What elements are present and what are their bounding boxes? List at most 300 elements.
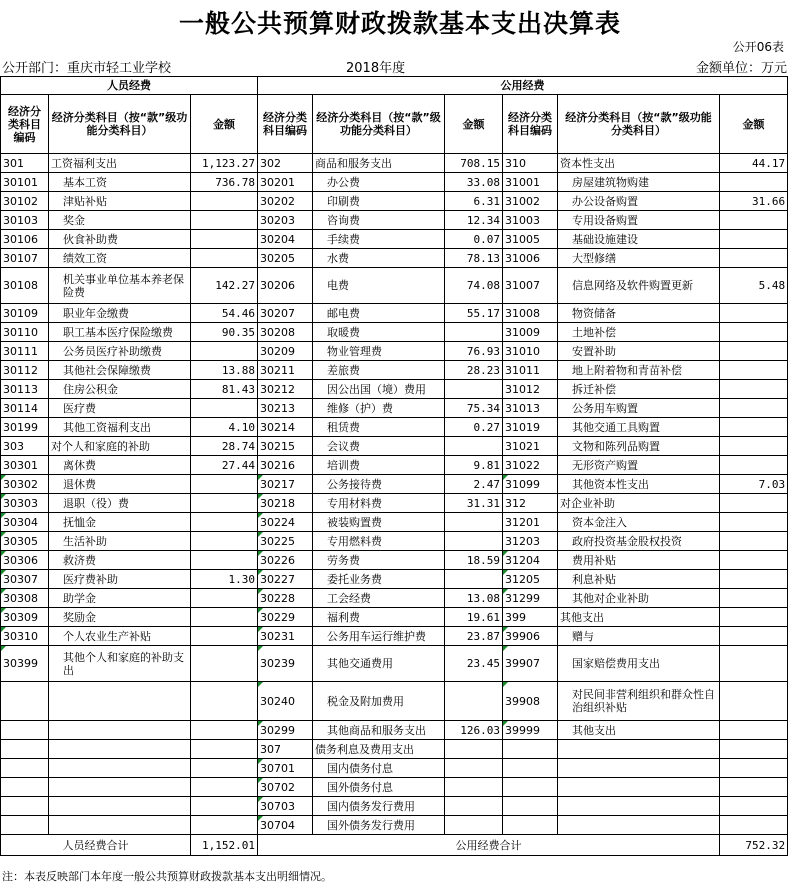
amount-cell: 31.31 [445, 494, 503, 513]
table-row [1, 778, 788, 797]
name-cell: 会议费 [313, 437, 445, 456]
header-name-2: 经济分类科目（按“款”级功能分类科目） [313, 95, 445, 154]
amount-cell [720, 173, 788, 192]
amount-cell [720, 627, 788, 646]
name-cell: 工资福利支出 [49, 154, 191, 173]
header-name-3: 经济分类科目（按“款”级功能分类科目） [558, 95, 720, 154]
table-row [1, 494, 788, 513]
code-cell: 30305 [1, 532, 49, 551]
amount-cell: 13.88 [191, 361, 258, 380]
amount-cell: 31.66 [720, 192, 788, 211]
amount-cell [191, 342, 258, 361]
name-cell: 其他商品和服务支出 [313, 721, 445, 740]
name-cell: 水费 [313, 249, 445, 268]
code-cell: 30310 [1, 627, 49, 646]
table-row [1, 721, 788, 740]
name-cell [49, 740, 191, 759]
amount-cell [720, 608, 788, 627]
code-cell: 312 [503, 494, 558, 513]
amount-cell [720, 399, 788, 418]
code-cell [1, 759, 49, 778]
table-row [1, 682, 788, 721]
name-cell: 公务用车运行维护费 [313, 627, 445, 646]
name-cell: 奖励金 [49, 608, 191, 627]
code-cell: 30201 [258, 173, 313, 192]
amount-cell: 19.61 [445, 608, 503, 627]
name-cell: 伙食补助费 [49, 230, 191, 249]
amount-cell [445, 797, 503, 816]
amount-cell [720, 211, 788, 230]
amount-cell: 55.17 [445, 304, 503, 323]
code-cell: 31010 [503, 342, 558, 361]
group-public: 公用经费 [258, 77, 788, 95]
name-cell: 物资储备 [558, 304, 720, 323]
amount-cell: 126.03 [445, 721, 503, 740]
table-row [1, 211, 788, 230]
name-cell: 助学金 [49, 589, 191, 608]
amount-cell [720, 570, 788, 589]
amount-cell: 33.08 [445, 173, 503, 192]
name-cell: 职业年金缴费 [49, 304, 191, 323]
amount-cell: 23.87 [445, 627, 503, 646]
code-cell: 31011 [503, 361, 558, 380]
amount-cell [191, 589, 258, 608]
amount-cell [720, 551, 788, 570]
table-row [1, 589, 788, 608]
name-cell: 政府投资基金股权投资 [558, 532, 720, 551]
name-cell: 奖金 [49, 211, 191, 230]
code-cell: 30208 [258, 323, 313, 342]
code-cell: 30199 [1, 418, 49, 437]
amount-cell [720, 513, 788, 532]
code-cell: 31019 [503, 418, 558, 437]
code-cell: 30214 [258, 418, 313, 437]
amount-cell [191, 399, 258, 418]
table-row [1, 646, 788, 682]
expenditure-table [0, 76, 788, 856]
name-cell: 电费 [313, 268, 445, 304]
amount-cell [191, 682, 258, 721]
name-cell: 其他支出 [558, 608, 720, 627]
name-cell: 因公出国（境）费用 [313, 380, 445, 399]
name-cell: 其他对企业补助 [558, 589, 720, 608]
name-cell: 对个人和家庭的补助 [49, 437, 191, 456]
header-code-2: 经济分类科目编码 [258, 95, 313, 154]
amount-cell [191, 721, 258, 740]
code-cell: 30306 [1, 551, 49, 570]
total-personnel-label: 人员经费合计 [1, 835, 191, 856]
header-amount-2: 金额 [445, 95, 503, 154]
code-cell: 39908 [503, 682, 558, 721]
name-cell [49, 721, 191, 740]
name-cell: 大型修缮 [558, 249, 720, 268]
amount-cell [445, 380, 503, 399]
amount-cell: 23.45 [445, 646, 503, 682]
amount-cell: 9.81 [445, 456, 503, 475]
amount-cell: 0.27 [445, 418, 503, 437]
code-cell: 31022 [503, 456, 558, 475]
name-cell: 土地补偿 [558, 323, 720, 342]
amount-cell [191, 551, 258, 570]
amount-cell [191, 230, 258, 249]
code-cell: 30113 [1, 380, 49, 399]
name-cell: 职工基本医疗保险缴费 [49, 323, 191, 342]
table-row [1, 304, 788, 323]
amount-cell [720, 418, 788, 437]
code-cell: 30240 [258, 682, 313, 721]
code-cell [1, 816, 49, 835]
name-cell [558, 778, 720, 797]
code-cell: 31006 [503, 249, 558, 268]
code-cell: 31205 [503, 570, 558, 589]
name-cell: 医疗费补助 [49, 570, 191, 589]
name-cell: 资本性支出 [558, 154, 720, 173]
code-cell: 30102 [1, 192, 49, 211]
table-row [1, 759, 788, 778]
amount-cell: 78.13 [445, 249, 503, 268]
amount-cell: 13.08 [445, 589, 503, 608]
name-cell: 无形资产购置 [558, 456, 720, 475]
code-cell: 30106 [1, 230, 49, 249]
amount-cell [191, 249, 258, 268]
table-row [1, 173, 788, 192]
amount-cell: 1,123.27 [191, 154, 258, 173]
name-cell: 印刷费 [313, 192, 445, 211]
name-cell: 离休费 [49, 456, 191, 475]
code-cell: 30206 [258, 268, 313, 304]
name-cell: 税金及附加费用 [313, 682, 445, 721]
name-cell: 绩效工资 [49, 249, 191, 268]
table-number: 公开06表 [732, 40, 784, 54]
table-row [1, 797, 788, 816]
code-cell: 30213 [258, 399, 313, 418]
code-cell: 30309 [1, 608, 49, 627]
name-cell: 劳务费 [313, 551, 445, 570]
code-cell: 30231 [258, 627, 313, 646]
amount-cell [720, 646, 788, 682]
name-cell: 取暖费 [313, 323, 445, 342]
amount-cell: 736.78 [191, 173, 258, 192]
amount-cell: 28.23 [445, 361, 503, 380]
amount-cell [720, 249, 788, 268]
amount-cell [445, 532, 503, 551]
amount-cell [720, 778, 788, 797]
code-cell: 31099 [503, 475, 558, 494]
amount-cell [191, 475, 258, 494]
name-cell: 安置补助 [558, 342, 720, 361]
name-cell: 国内债务付息 [313, 759, 445, 778]
code-cell: 30304 [1, 513, 49, 532]
name-cell: 拆迁补偿 [558, 380, 720, 399]
table-row [1, 399, 788, 418]
code-cell: 30217 [258, 475, 313, 494]
name-cell: 国外债务付息 [313, 778, 445, 797]
name-cell: 退职（役）费 [49, 494, 191, 513]
code-cell [503, 778, 558, 797]
name-cell: 物业管理费 [313, 342, 445, 361]
code-cell: 30107 [1, 249, 49, 268]
name-cell [49, 816, 191, 835]
amount-cell: 708.15 [445, 154, 503, 173]
code-cell: 31299 [503, 589, 558, 608]
name-cell [558, 797, 720, 816]
amount-cell [445, 437, 503, 456]
amount-cell: 6.31 [445, 192, 503, 211]
amount-cell: 7.03 [720, 475, 788, 494]
header-amount-3: 金额 [720, 95, 788, 154]
name-cell: 其他交通工具购置 [558, 418, 720, 437]
code-cell [1, 682, 49, 721]
code-cell [1, 797, 49, 816]
amount-cell [191, 211, 258, 230]
code-cell: 307 [258, 740, 313, 759]
amount-cell [191, 608, 258, 627]
name-cell: 其他交通费用 [313, 646, 445, 682]
amount-cell: 74.08 [445, 268, 503, 304]
amount-cell [191, 759, 258, 778]
amount-cell [445, 740, 503, 759]
info-row [0, 56, 787, 74]
amount-cell [720, 721, 788, 740]
amount-cell [445, 816, 503, 835]
code-cell: 31009 [503, 323, 558, 342]
table-row [1, 513, 788, 532]
name-cell: 抚恤金 [49, 513, 191, 532]
amount-cell [191, 797, 258, 816]
amount-cell: 28.74 [191, 437, 258, 456]
name-cell: 国内债务发行费用 [313, 797, 445, 816]
name-cell: 公务用车购置 [558, 399, 720, 418]
table-row [1, 627, 788, 646]
code-cell: 30703 [258, 797, 313, 816]
amount-cell [720, 816, 788, 835]
code-cell: 302 [258, 154, 313, 173]
amount-cell [720, 682, 788, 721]
name-cell: 办公设备购置 [558, 192, 720, 211]
total-public-label: 公用经费合计 [258, 835, 720, 856]
code-cell: 30211 [258, 361, 313, 380]
amount-cell [720, 342, 788, 361]
code-cell: 399 [503, 608, 558, 627]
code-cell [1, 778, 49, 797]
name-cell: 津贴补贴 [49, 192, 191, 211]
name-cell: 委托业务费 [313, 570, 445, 589]
header-name-1: 经济分类科目（按“款”级功能分类科目） [49, 95, 191, 154]
code-cell [1, 740, 49, 759]
code-cell: 31013 [503, 399, 558, 418]
code-cell: 301 [1, 154, 49, 173]
name-cell: 赠与 [558, 627, 720, 646]
table-row [1, 816, 788, 835]
name-cell: 商品和服务支出 [313, 154, 445, 173]
name-cell: 被装购置费 [313, 513, 445, 532]
name-cell: 退休费 [49, 475, 191, 494]
amount-cell: 142.27 [191, 268, 258, 304]
name-cell: 国家赔偿费用支出 [558, 646, 720, 682]
table-row [1, 608, 788, 627]
code-cell: 30109 [1, 304, 49, 323]
code-cell: 31021 [503, 437, 558, 456]
code-cell: 30225 [258, 532, 313, 551]
amount-cell [191, 816, 258, 835]
code-cell: 30704 [258, 816, 313, 835]
code-cell: 39999 [503, 721, 558, 740]
name-cell [558, 759, 720, 778]
total-personnel-value: 1,152.01 [191, 835, 258, 856]
code-cell: 30101 [1, 173, 49, 192]
code-cell [1, 721, 49, 740]
name-cell: 其他工资福利支出 [49, 418, 191, 437]
name-cell: 手续费 [313, 230, 445, 249]
amount-cell [445, 513, 503, 532]
code-cell: 30224 [258, 513, 313, 532]
amount-cell: 1.30 [191, 570, 258, 589]
amount-cell: 76.93 [445, 342, 503, 361]
year-label: 2018年度 [346, 61, 406, 76]
header-code-3: 经济分类科目编码 [503, 95, 558, 154]
amount-cell [720, 740, 788, 759]
amount-cell [720, 230, 788, 249]
name-cell: 维修（护）费 [313, 399, 445, 418]
code-cell: 30399 [1, 646, 49, 682]
code-cell: 30108 [1, 268, 49, 304]
name-cell: 基本工资 [49, 173, 191, 192]
name-cell: 咨询费 [313, 211, 445, 230]
table-row [1, 361, 788, 380]
amount-cell [191, 192, 258, 211]
table-row [1, 323, 788, 342]
name-cell: 其他社会保障缴费 [49, 361, 191, 380]
name-cell: 专用燃料费 [313, 532, 445, 551]
amount-cell [720, 797, 788, 816]
name-cell: 办公费 [313, 173, 445, 192]
code-cell: 30216 [258, 456, 313, 475]
code-cell: 39906 [503, 627, 558, 646]
amount-cell [445, 682, 503, 721]
code-cell: 31203 [503, 532, 558, 551]
code-cell: 31012 [503, 380, 558, 399]
name-cell: 住房公积金 [49, 380, 191, 399]
code-cell [503, 759, 558, 778]
name-cell: 对民间非营利组织和群众性自治组织补贴 [558, 682, 720, 721]
amount-cell: 5.48 [720, 268, 788, 304]
code-cell: 30112 [1, 361, 49, 380]
name-cell [49, 682, 191, 721]
name-cell: 房屋建筑物购建 [558, 173, 720, 192]
name-cell: 培训费 [313, 456, 445, 475]
code-cell: 310 [503, 154, 558, 173]
name-cell: 资本金注入 [558, 513, 720, 532]
totals-row [1, 835, 788, 856]
table-row [1, 418, 788, 437]
name-cell: 救济费 [49, 551, 191, 570]
name-cell: 信息网络及软件购置更新 [558, 268, 720, 304]
group-personnel: 人员经费 [1, 77, 258, 95]
code-cell: 303 [1, 437, 49, 456]
code-cell: 30701 [258, 759, 313, 778]
code-cell: 30207 [258, 304, 313, 323]
amount-cell [720, 361, 788, 380]
code-cell: 30215 [258, 437, 313, 456]
code-cell: 30303 [1, 494, 49, 513]
amount-cell: 81.43 [191, 380, 258, 399]
amount-cell: 75.34 [445, 399, 503, 418]
amount-cell [445, 778, 503, 797]
name-cell: 国外债务发行费用 [313, 816, 445, 835]
code-cell: 30103 [1, 211, 49, 230]
name-cell: 医疗费 [49, 399, 191, 418]
code-cell: 30301 [1, 456, 49, 475]
amount-cell: 44.17 [720, 154, 788, 173]
total-public-value: 752.32 [720, 835, 788, 856]
amount-cell [720, 437, 788, 456]
code-cell: 31007 [503, 268, 558, 304]
code-cell: 30204 [258, 230, 313, 249]
code-cell: 31003 [503, 211, 558, 230]
name-cell: 专用设备购置 [558, 211, 720, 230]
table-row [1, 740, 788, 759]
name-cell: 利息补贴 [558, 570, 720, 589]
amount-cell [720, 304, 788, 323]
amount-cell [720, 759, 788, 778]
page-title: 一般公共预算财政拨款基本支出决算表 [178, 9, 621, 38]
amount-cell [191, 494, 258, 513]
amount-cell: 90.35 [191, 323, 258, 342]
table-row [1, 154, 788, 173]
code-cell: 30202 [258, 192, 313, 211]
amount-cell [720, 380, 788, 399]
code-cell [503, 797, 558, 816]
code-cell: 30218 [258, 494, 313, 513]
code-cell: 31008 [503, 304, 558, 323]
amount-cell [720, 456, 788, 475]
name-cell: 个人农业生产补贴 [49, 627, 191, 646]
code-cell: 30227 [258, 570, 313, 589]
table-row [1, 268, 788, 304]
name-cell: 生活补助 [49, 532, 191, 551]
code-cell: 30239 [258, 646, 313, 682]
code-cell [503, 740, 558, 759]
code-cell: 31201 [503, 513, 558, 532]
code-cell: 30299 [258, 721, 313, 740]
amount-cell [191, 740, 258, 759]
name-cell: 邮电费 [313, 304, 445, 323]
code-cell: 31204 [503, 551, 558, 570]
amount-cell: 54.46 [191, 304, 258, 323]
table-row [1, 532, 788, 551]
table-row [1, 551, 788, 570]
code-cell: 31005 [503, 230, 558, 249]
amount-cell [191, 513, 258, 532]
amount-cell: 0.07 [445, 230, 503, 249]
name-cell: 地上附着物和青苗补偿 [558, 361, 720, 380]
table-row [1, 456, 788, 475]
name-cell [49, 797, 191, 816]
amount-cell [445, 323, 503, 342]
code-cell: 30209 [258, 342, 313, 361]
table-row [1, 475, 788, 494]
name-cell: 基础设施建设 [558, 230, 720, 249]
name-cell [558, 740, 720, 759]
amount-cell: 4.10 [191, 418, 258, 437]
code-cell: 31002 [503, 192, 558, 211]
name-cell: 其他支出 [558, 721, 720, 740]
table-row [1, 570, 788, 589]
table-row [1, 342, 788, 361]
code-cell: 31001 [503, 173, 558, 192]
name-cell: 文物和陈列品购置 [558, 437, 720, 456]
code-cell: 30226 [258, 551, 313, 570]
